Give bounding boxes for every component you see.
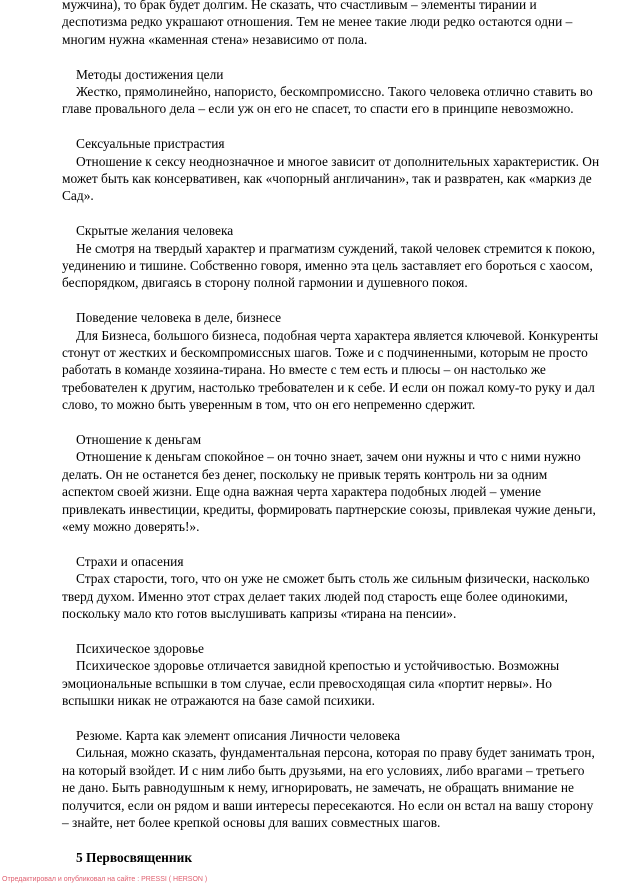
section-heading: Поведение человека в деле, бизнесе: [76, 310, 282, 326]
section-text: Психическое здоровье отличается завидной крепостью и устойчивостью. Возможны эмоциональные вспышки в том случае, если превосходящая сила «портит нервы». Но вспышки никак не отражаются на базе самой психики.: [62, 658, 560, 709]
document-page: [62, 0, 600, 866]
section-business: [62, 309, 600, 413]
section-heading: Отношение к деньгам: [76, 432, 202, 448]
chapter-title: 5 Первосвященник: [76, 849, 193, 865]
section-heading: Страхи и опасения: [76, 553, 184, 569]
section-text: Страх старости, того, что он уже не сможет быть столь же сильным физически, насколько тверд духом. Именно этот страх делает таких людей под старость еще более одинокими, поскольку мало кто готов выслушивать капризы «тирана на пенсии».: [62, 571, 590, 622]
section-hidden-desires: [62, 222, 600, 292]
section-heading: Резюме. Карта как элемент описания Личности человека: [76, 727, 401, 743]
intro-text: мужчина), то брак будет долгим. Не сказать, что счастливым – элементы тирании и деспотизма редко украшают отношения. Тем не менее такие люди редко остаются одни – многим нужна «каменная стена» независимо от пола.: [62, 0, 573, 47]
section-heading: Психическое здоровье: [76, 640, 204, 656]
section-text: Не смотря на твердый характер и прагматизм суждений, такой человек стремится к покою, уединению и тишине. Собственно говоря, именно эта цель заставляет его бороться с хаосом, беспорядком, двигаясь в сторону полной гармонии и душевного покоя.: [62, 240, 596, 291]
section-text: Жестко, прямолинейно, напористо, бескомпромиссно. Такого человека отлично ставить во главе провального дела – если уж он его не спасет, то спасти его в принципе невозможно.: [62, 84, 593, 117]
section-text: Отношение к сексу неоднозначное и многое зависит от дополнительных характеристик. Он может быть как консервативен, как «чопорный англичанин», так и развратен, как «маркиз де Сад».: [62, 153, 600, 204]
section-heading: Скрытые желания человека: [76, 223, 234, 239]
section-fears: [62, 553, 600, 623]
section-sexual: [62, 135, 600, 205]
section-heading: Сексуальные пристрастия: [76, 136, 225, 152]
section-mental-health: [62, 640, 600, 710]
section-text: Отношение к деньгам спокойное – он точно знает, зачем они нужны и что с ними нужно делать. Он не останется без денег, поскольку не привык терять контроль ни за одним аспектом своей жизни. Еще одна важная черта характера подобных людей – умение привлекать инвестиции, кредиты, формировать партнерские союзы, привлекая чужие деньги, «ему можно доверять!».: [62, 449, 596, 535]
section-methods: [62, 66, 600, 118]
section-money: [62, 431, 600, 535]
section-text: Для Бизнеса, большого бизнеса, подобная черта характера является ключевой. Конкуренты стонут от жестких и бескомпромиссных шагов. Тоже и с подчиненными, которым не просто работать в команде хозяина-тирана. Но вместе с тем есть и плюсы – он настолько же требователен к другим, настолько требователен и к себе. И если он пожал кому-то руку и дал слово, то можно быть уверенным в том, что он его непременно сдержит.: [62, 327, 599, 413]
section-text: Сильная, можно сказать, фундаментальная персона, которая по праву будет занимать трон, на который взойдет. И с ним либо быть друзьями, на его условиях, либо врагами – третьего не дано. Быть равнодушным к нему, игнорировать, не замечать, не обращать внимание не получится, если он рядом и ваши интересы пересекаются. Но если он встал на вашу сторону – знайте, нет более крепкой основы для ваших совместных шагов.: [62, 745, 595, 830]
footer-watermark: Отредактировал и опубликовал на сайте : PRESSI ( HERSON ): [2, 876, 208, 883]
intro-paragraph: [62, 0, 600, 48]
section-summary: [62, 727, 600, 831]
section-heading: Методы достижения цели: [76, 66, 224, 82]
